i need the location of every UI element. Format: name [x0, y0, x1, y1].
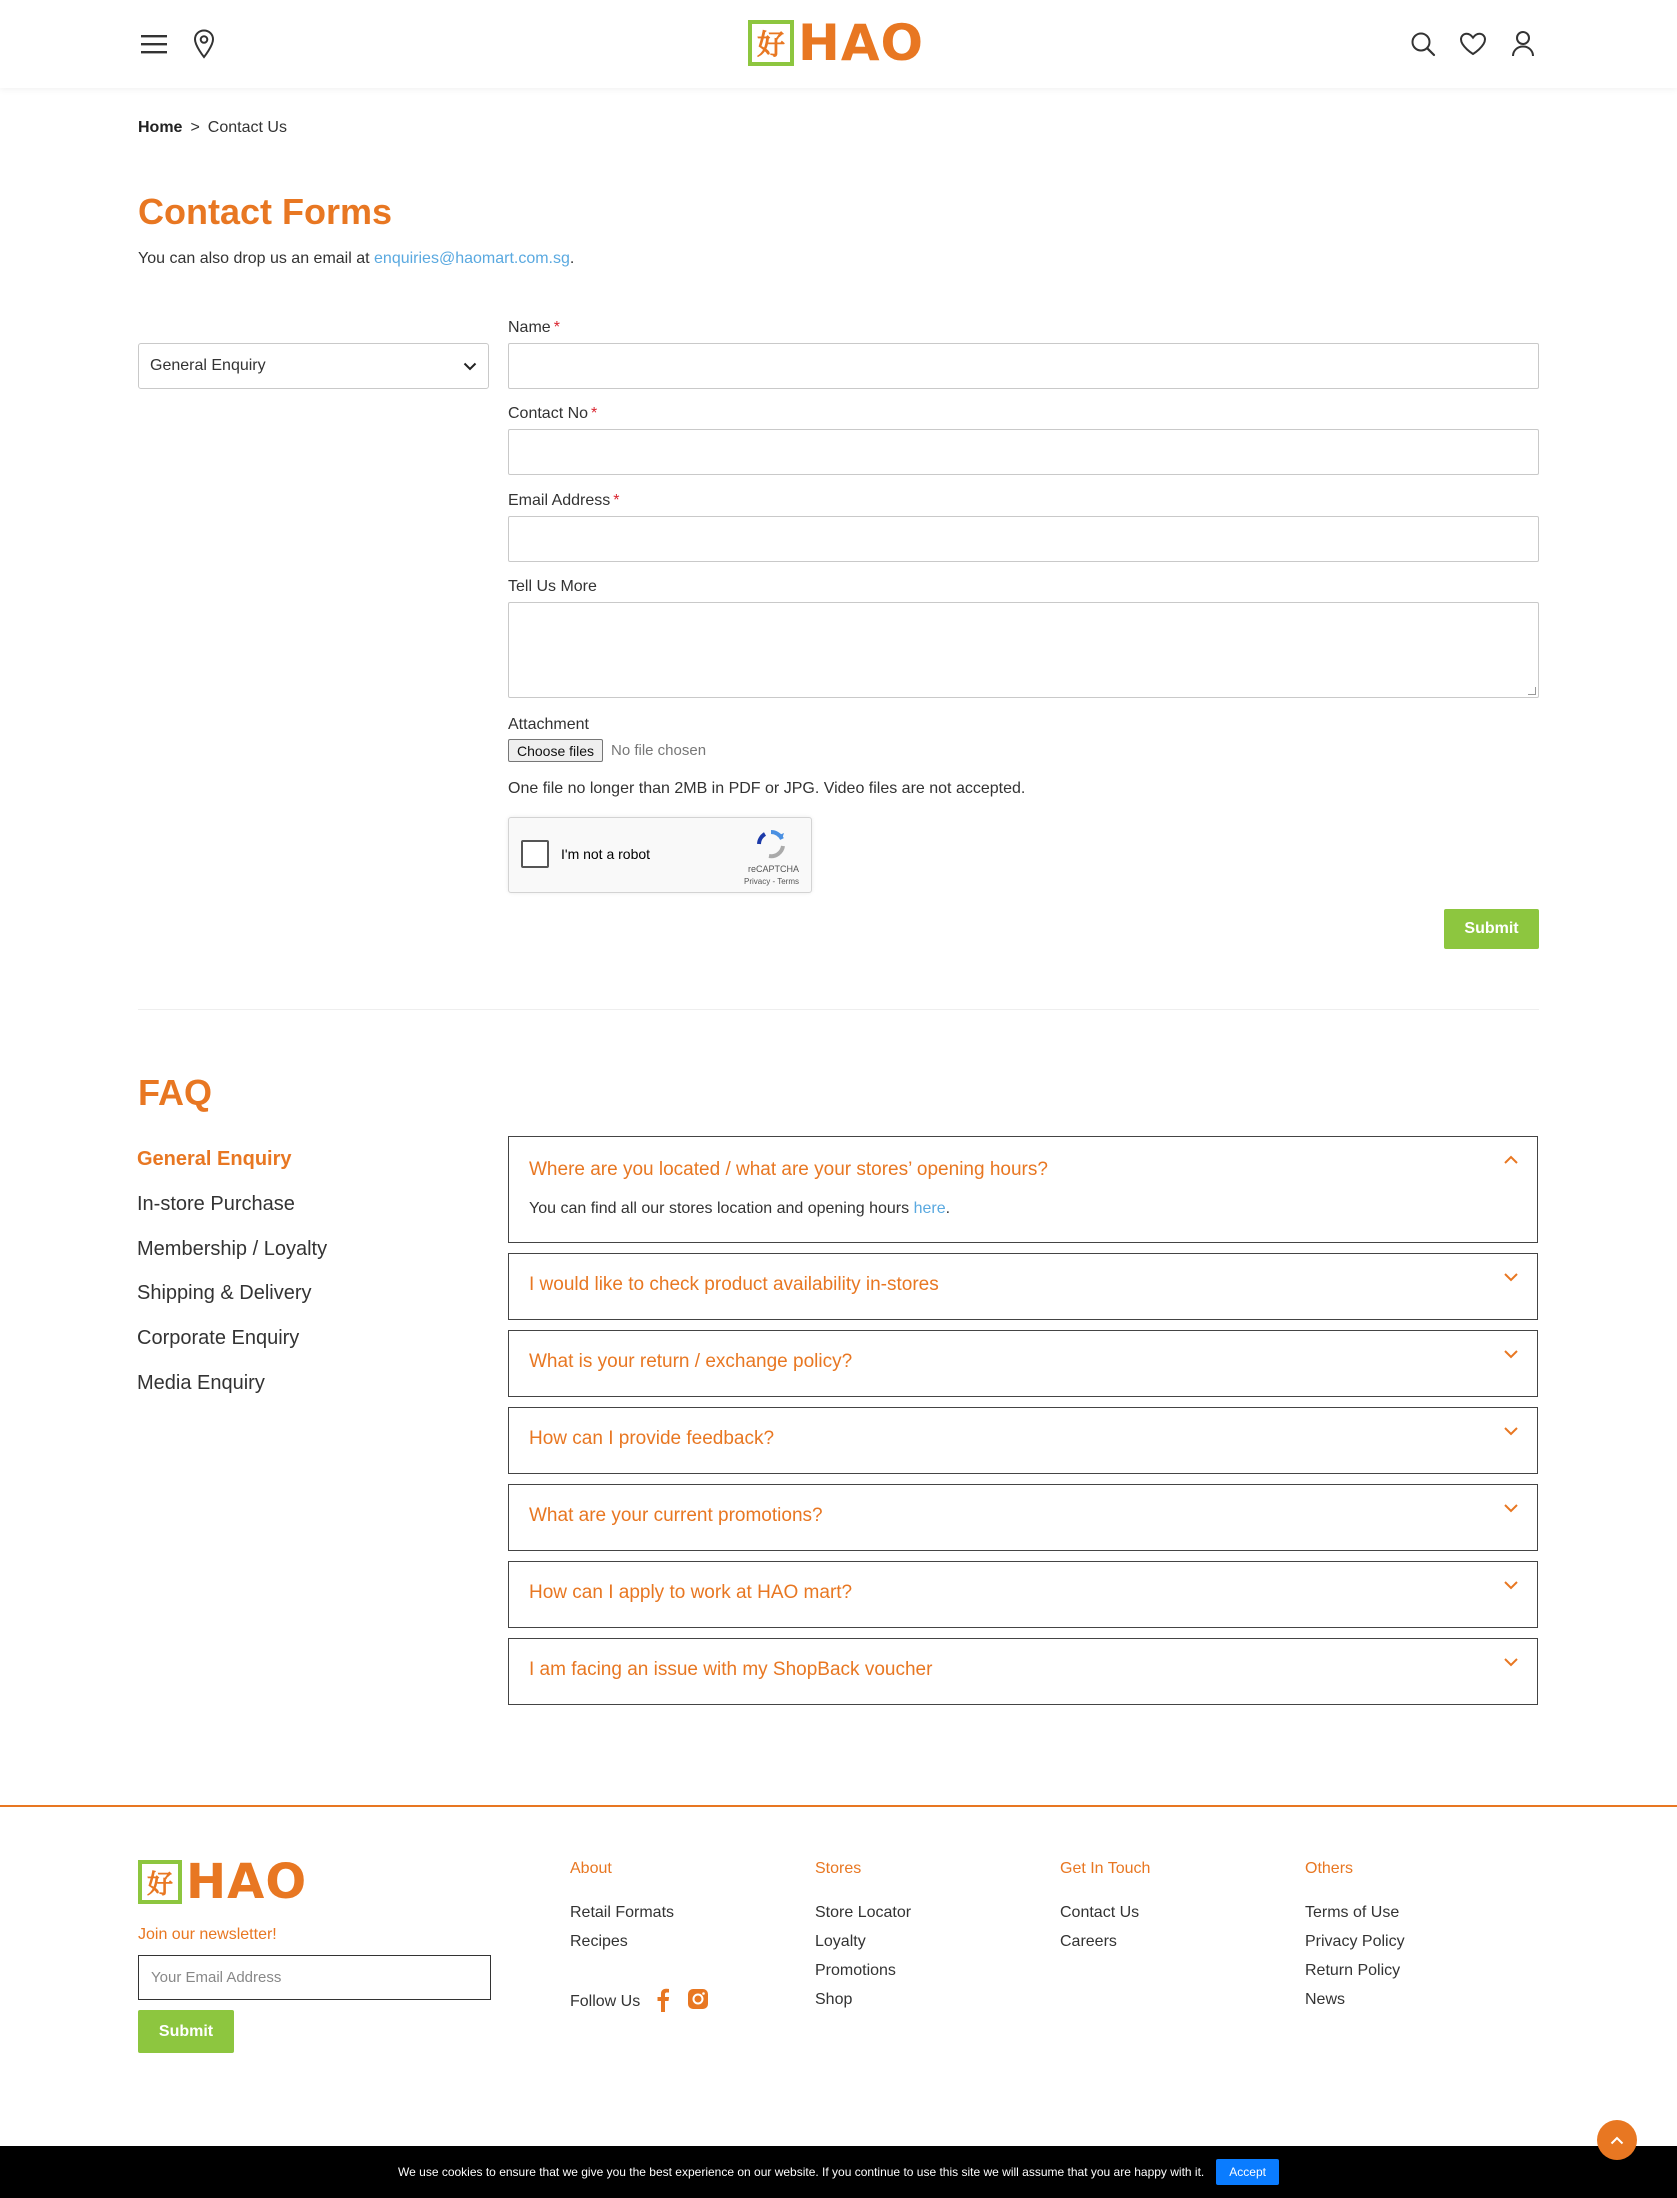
faq-question[interactable]: I am facing an issue with my ShopBack voucher: [529, 1659, 933, 1680]
name-label: Name *: [508, 319, 560, 336]
faq-item[interactable]: [508, 1253, 1538, 1320]
scroll-to-top-button[interactable]: [1597, 2120, 1637, 2160]
instagram-icon[interactable]: [687, 1988, 709, 2015]
footer-link-loyalty[interactable]: Loyalty: [815, 1933, 866, 1950]
footer-link-recipes[interactable]: Recipes: [570, 1933, 628, 1950]
faq-question[interactable]: How can I provide feedback?: [529, 1428, 775, 1449]
faq-item[interactable]: [508, 1407, 1538, 1474]
intro-suffix: .: [569, 250, 575, 267]
faq-item[interactable]: [508, 1638, 1538, 1705]
footer-about-title: About: [570, 1860, 612, 1877]
choose-files-button[interactable]: Choose files: [508, 739, 603, 762]
chevron-down-icon[interactable]: [1503, 1426, 1519, 1436]
breadcrumb: [138, 119, 287, 137]
footer-link-privacy-policy[interactable]: Privacy Policy: [1305, 1933, 1405, 1950]
site-header: [0, 0, 1677, 88]
faq-category-corporate-enquiry[interactable]: Corporate Enquiry: [137, 1327, 300, 1349]
section-divider: [138, 1009, 1539, 1010]
chevron-up-icon: [1610, 2136, 1624, 2145]
facebook-icon[interactable]: [656, 1988, 670, 2017]
contact-no-field[interactable]: [508, 429, 1539, 475]
faq-answer-link[interactable]: here: [913, 1200, 946, 1217]
cookie-banner: [0, 2146, 1677, 2198]
location-pin-icon[interactable]: [188, 26, 220, 62]
footer-logo-mark: 好: [138, 1860, 182, 1904]
recaptcha-links[interactable]: Privacy - Terms: [744, 877, 799, 886]
faq-category-general-enquiry[interactable]: General Enquiry: [137, 1148, 292, 1170]
footer-divider: [0, 1805, 1677, 1807]
cookie-accept-button[interactable]: Accept: [1216, 2159, 1279, 2185]
search-icon[interactable]: [1407, 26, 1439, 62]
faq-answer: You can find all our stores location and opening hours here.: [529, 1200, 951, 1217]
recaptcha-checkbox[interactable]: [521, 840, 549, 868]
faq-category-in-store-purchase[interactable]: In-store Purchase: [137, 1193, 295, 1215]
cookie-text: We use cookies to ensure that we give you the best experience on our website. If you continue to use this site we will assume that you are happy with it.: [398, 2165, 1205, 2179]
tell-us-more-label: Tell Us More: [508, 578, 597, 595]
chevron-up-icon[interactable]: [1503, 1155, 1519, 1165]
name-field[interactable]: [508, 343, 1539, 389]
newsletter-email-input[interactable]: Your Email Address: [138, 1955, 491, 2000]
chevron-down-icon[interactable]: [1503, 1349, 1519, 1359]
breadcrumb-separator: >: [190, 119, 200, 136]
heart-icon[interactable]: [1457, 26, 1489, 62]
contact-no-label: Contact No *: [508, 405, 598, 422]
file-hint: One file no longer than 2MB in PDF or JPG. Video files are not accepted.: [508, 780, 1026, 797]
faq-item[interactable]: [508, 1561, 1538, 1628]
page-title: Contact Forms: [138, 191, 393, 232]
email-label: Email Address *: [508, 492, 620, 509]
contact-intro: [138, 250, 574, 268]
footer-link-terms-of-use[interactable]: Terms of Use: [1305, 1904, 1400, 1921]
faq-title: FAQ: [138, 1072, 213, 1113]
contact-submit-button[interactable]: Submit: [1444, 909, 1539, 949]
footer-logo[interactable]: [138, 1854, 308, 1910]
footer-logo-text: HAO: [186, 1854, 308, 1910]
footer-link-contact-us[interactable]: Contact Us: [1060, 1904, 1140, 1921]
follow-us-label: Follow Us: [570, 1993, 641, 2010]
faq-item[interactable]: [508, 1136, 1538, 1243]
chevron-down-icon[interactable]: [1503, 1272, 1519, 1282]
tell-us-more-textarea[interactable]: [508, 602, 1539, 698]
footer-link-news[interactable]: News: [1305, 1991, 1346, 2008]
recaptcha-logo-icon: [755, 828, 787, 860]
chevron-down-icon[interactable]: [1503, 1580, 1519, 1590]
faq-category-media-enquiry[interactable]: Media Enquiry: [137, 1372, 265, 1394]
footer-link-return-policy[interactable]: Return Policy: [1305, 1962, 1401, 1979]
logo-text: HAO: [798, 14, 925, 72]
site-logo[interactable]: [748, 14, 925, 72]
faq-item[interactable]: [508, 1484, 1538, 1551]
user-icon[interactable]: [1507, 26, 1539, 62]
faq-question[interactable]: I would like to check product availability in-stores: [529, 1274, 939, 1295]
enquiry-type-value: General Enquiry: [150, 357, 266, 374]
intro-text: You can also drop us an email at: [138, 250, 375, 267]
faq-category-membership-loyalty[interactable]: Membership / Loyalty: [137, 1238, 328, 1260]
recaptcha-widget: [508, 817, 812, 893]
faq-question[interactable]: Where are you located / what are your stores’ opening hours?: [529, 1159, 1048, 1180]
faq-question[interactable]: How can I apply to work at HAO mart?: [529, 1582, 853, 1603]
faq-item[interactable]: [508, 1330, 1538, 1397]
recaptcha-brand: reCAPTCHA: [747, 864, 799, 874]
chevron-down-icon[interactable]: [1503, 1657, 1519, 1667]
enquiry-type-select[interactable]: [138, 343, 489, 389]
breadcrumb-home[interactable]: Home: [138, 119, 183, 136]
footer-link-retail-formats[interactable]: Retail Formats: [570, 1904, 675, 1921]
file-status: No file chosen: [611, 742, 707, 759]
breadcrumb-current: Contact Us: [207, 119, 287, 136]
email-field[interactable]: [508, 516, 1539, 562]
footer-get-in-touch-title: Get In Touch: [1060, 1860, 1151, 1877]
faq-question[interactable]: What are your current promotions?: [529, 1505, 823, 1526]
footer-link-careers[interactable]: Careers: [1060, 1933, 1117, 1950]
faq-category-shipping-delivery[interactable]: Shipping & Delivery: [137, 1282, 312, 1304]
logo-mark: 好: [748, 20, 794, 66]
footer-others-title: Others: [1305, 1860, 1354, 1877]
footer-stores-title: Stores: [815, 1860, 862, 1877]
newsletter-label: Join our newsletter!: [138, 1926, 277, 1943]
footer-link-shop[interactable]: Shop: [815, 1991, 853, 2008]
resize-handle-icon[interactable]: [1528, 687, 1536, 695]
recaptcha-label: I'm not a robot: [561, 846, 651, 862]
menu-icon[interactable]: [138, 26, 170, 62]
footer-link-promotions[interactable]: Promotions: [815, 1962, 896, 1979]
footer-link-store-locator[interactable]: Store Locator: [815, 1904, 912, 1921]
email-link[interactable]: enquiries@haomart.com.sg: [374, 250, 570, 267]
faq-question[interactable]: What is your return / exchange policy?: [529, 1351, 853, 1372]
newsletter-submit-button[interactable]: Submit: [138, 2010, 234, 2053]
chevron-down-icon[interactable]: [1503, 1503, 1519, 1513]
attachment-label: Attachment: [508, 716, 589, 733]
chevron-down-icon: [463, 362, 477, 371]
